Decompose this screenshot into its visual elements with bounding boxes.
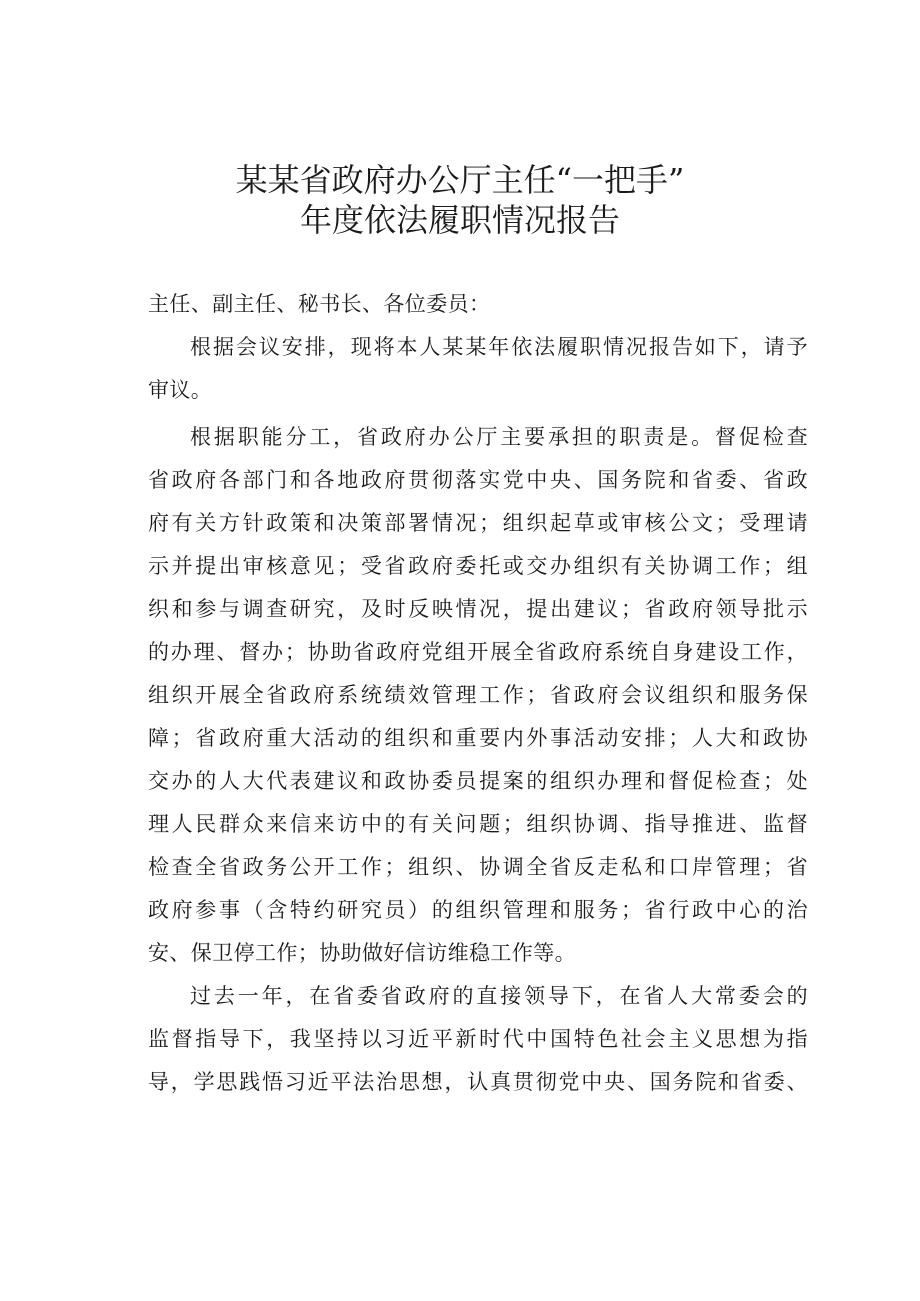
document-title-line-2: 年度依法履职情况报告	[299, 201, 620, 239]
paragraph-line: 交办的人大代表建议和政协委员提案的组织办理和督促检查；处	[148, 769, 808, 793]
paragraph-line: 过去一年，在省委省政府的直接领导下，在省人大常委会的	[190, 984, 808, 1008]
paragraph-duties	[148, 416, 808, 975]
paragraph-line: 的办理、督办；协助省政府党组开展全省政府系统自身建设工作，	[148, 640, 808, 664]
paragraph-line: 政府参事（含特约研究员）的组织管理和服务；省行政中心的治	[148, 898, 808, 922]
paragraph-line: 理人民群众来信来访中的有关问题；组织协调、指导推进、监督	[148, 812, 808, 836]
paragraph-line: 省政府各部门和各地政府贯彻落实党中央、国务院和省委、省政	[148, 468, 808, 492]
salutation	[148, 283, 808, 326]
paragraph-line: 根据会议安排，现将本人某某年依法履职情况报告如下，请予	[190, 335, 808, 359]
paragraph-line: 障；省政府重大活动的组织和重要内外事活动安排；人大和政协	[148, 726, 808, 750]
paragraph-line: 导，学思践悟习近平法治思想，认真贯彻党中央、国务院和省委、	[148, 1070, 808, 1094]
paragraph-line: 织和参与调查研究，及时反映情况，提出建议；省政府领导批示	[148, 597, 808, 621]
paragraph-intro	[148, 326, 808, 412]
paragraph-line: 检查全省政务公开工作；组织、协调全省反走私和口岸管理；省	[148, 855, 808, 879]
document-title-line-1: 某某省政府办公厅主任“一把手”	[235, 161, 685, 199]
paragraph-past-year	[148, 975, 808, 1104]
paragraph-line: 府有关方针政策和决策部署情况；组织起草或审核公文；受理请	[148, 511, 808, 535]
salutation-text: 主任、副主任、秘书长、各位委员：	[148, 292, 491, 316]
paragraph-line: 监督指导下，我坚持以习近平新时代中国特色社会主义思想为指	[148, 1027, 808, 1051]
paragraph-line: 组织开展全省政府系统绩效管理工作；省政府会议组织和服务保	[148, 683, 808, 707]
paragraph-line: 安、保卫停工作；协助做好信访维稳工作等。	[148, 941, 576, 965]
paragraph-line: 根据职能分工，省政府办公厅主要承担的职责是。督促检查	[190, 425, 808, 449]
paragraph-line: 示并提出审核意见；受省政府委托或交办组织有关协调工作；组	[148, 554, 808, 578]
paragraph-line: 审议。	[148, 378, 213, 402]
